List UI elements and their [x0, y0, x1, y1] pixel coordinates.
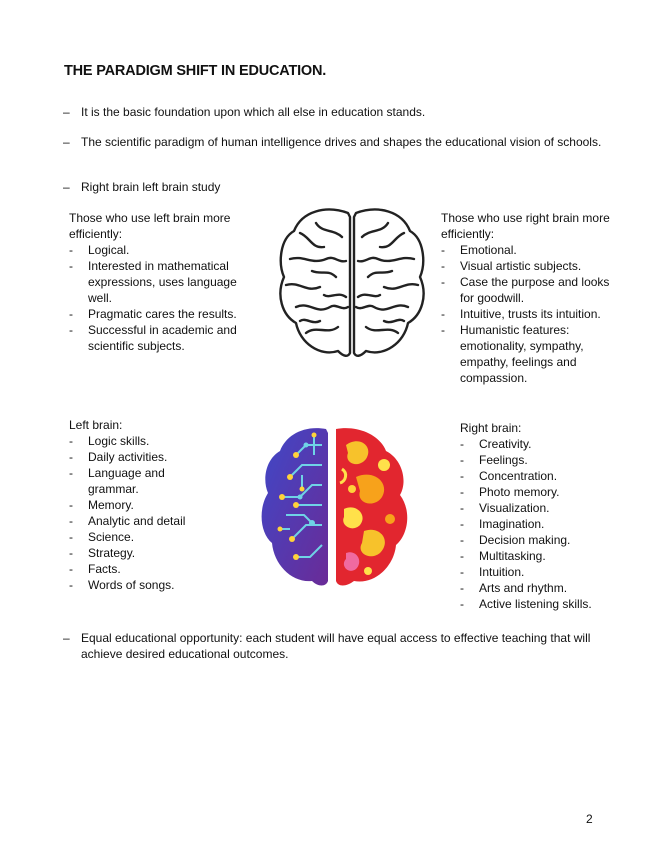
- list-item: - Intuition.: [460, 564, 610, 580]
- list-item: - Memory.: [69, 497, 209, 513]
- list-item: - Emotional.: [441, 242, 626, 258]
- page-title: THE PARADIGM SHIFT IN EDUCATION.: [64, 63, 327, 79]
- left-brain-heading: Left brain:: [69, 418, 123, 432]
- list-item: - Facts.: [69, 561, 209, 577]
- right-brain-efficient-list: [441, 210, 626, 386]
- left-brain-list: [69, 417, 209, 593]
- left-efficient-heading: Those who use left brain more efficiently:: [69, 211, 231, 241]
- list-item: - Arts and rhythm.: [460, 580, 610, 596]
- list-item: - Imagination.: [460, 516, 610, 532]
- right-brain-list: [460, 420, 610, 612]
- list-item: - Visual artistic subjects.: [441, 258, 626, 274]
- list-item: - Concentration.: [460, 468, 610, 484]
- right-efficient-heading: Those who use right brain more efficiently:: [441, 211, 610, 241]
- list-item: - Active listening skills.: [460, 596, 610, 612]
- list-item: - Successful in academic and scientific subjects.: [69, 322, 254, 354]
- list-item: - Science.: [69, 529, 209, 545]
- list-item: - Multitasking.: [460, 548, 610, 564]
- list-item: - Humanistic features: emotionality, sympathy, empathy, feelings and compassion.: [441, 322, 626, 386]
- list-item: - Creativity.: [460, 436, 610, 452]
- list-item: - Logical.: [69, 242, 254, 258]
- right-brain-heading: Right brain:: [460, 421, 522, 435]
- left-right-brain-illustration: [256, 425, 416, 591]
- list-item: - Photo memory.: [460, 484, 610, 500]
- list-item: - Feelings.: [460, 452, 610, 468]
- document-page: THE PARADIGM SHIFT IN EDUCATION. – It is the basic foundation upon which all else in education stands. – The scientific paradigm of human intelligence drives and shapes the educational vision of schools. – Right brain left brain study Those who use left brain more efficiently: - Logical. - Interested in mathematical expressions, uses language well. - Pragmatic cares the results. - Successful in academic and scientific subjects. Those who use right brain more efficiently: - Emotional. - Visual artistic subjects. - Case the purpose and looks for goodwill. - Intuitive, trusts its intuition. - Humanistic features: emotionality, sympathy, empathy, feelings and compassion. Left brain: - Logic skills. - Daily activities. - Language and grammar. - Memory. - Analytic and detail - Science. - Strategy. - Facts. - Words of songs. Right brain: - Creativity. - Feelings. - Concentration. - Photo memory. - Visualization. - Imagination. - Decision making. - Multitasking. - Intuition. - Arts and rhythm. - Active listening skills. – Equal educational opportunity: each student will have equal access to effective teaching that will achieve desired educational outcomes. 2: [0, 0, 655, 848]
- list-item: - Logic skills.: [69, 433, 209, 449]
- page-number: 2: [586, 812, 593, 826]
- list-item: - Visualization.: [460, 500, 610, 516]
- list-item: - Decision making.: [460, 532, 610, 548]
- left-brain-efficient-list: [69, 210, 254, 354]
- list-item: - Pragmatic cares the results.: [69, 306, 254, 322]
- list-item: - Interested in mathematical expressions, uses language well.: [69, 258, 254, 306]
- list-item: - Analytic and detail: [69, 513, 209, 529]
- list-item: - Daily activities.: [69, 449, 209, 465]
- list-item: - Strategy.: [69, 545, 209, 561]
- list-item: - Language and grammar.: [69, 465, 209, 497]
- brain-outline-illustration: [276, 203, 428, 363]
- list-item: - Case the purpose and looks for goodwill.: [441, 274, 626, 306]
- list-item: - Words of songs.: [69, 577, 209, 593]
- list-item: - Intuitive, trusts its intuition.: [441, 306, 626, 322]
